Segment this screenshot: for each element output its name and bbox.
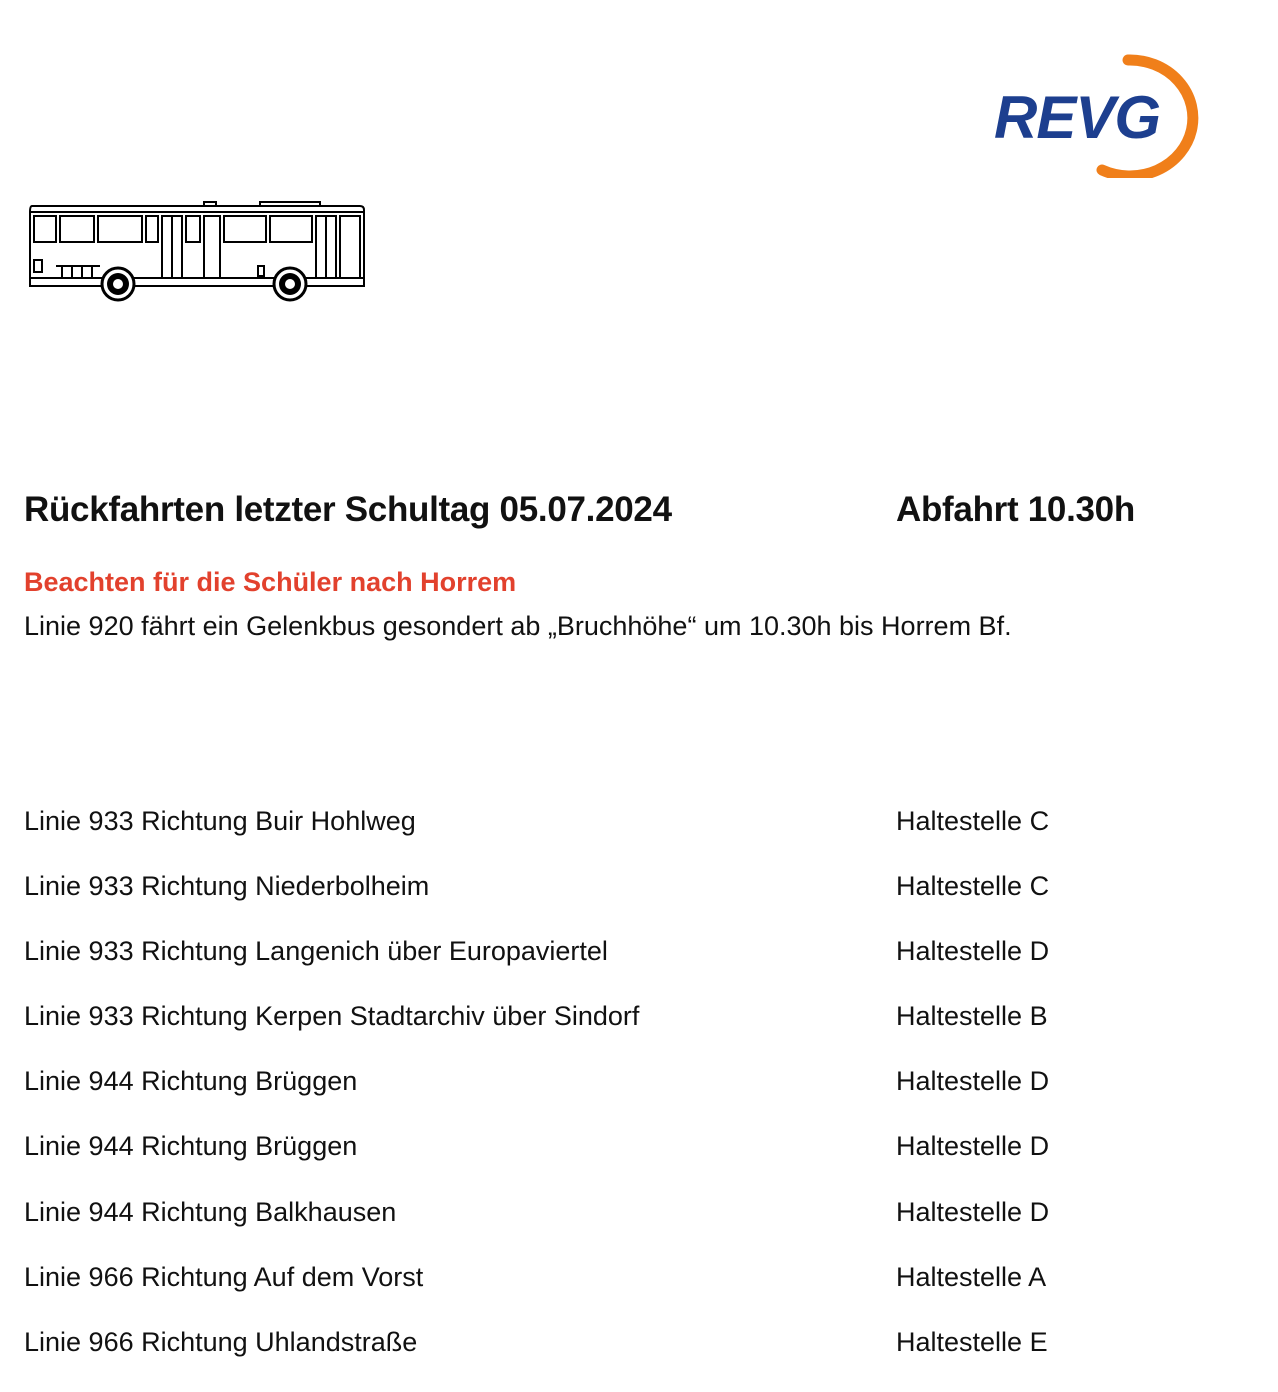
route-row <box>24 871 1254 936</box>
route-line-label: Linie 933 Richtung Buir Hohlweg <box>24 806 416 836</box>
notice-text: Linie 920 fährt ein Gelenkbus gesondert ab „Bruchhöhe“ um 10.30h bis Horrem Bf. <box>24 611 1012 641</box>
route-line-label: Linie 933 Richtung Langenich über Europaviertel <box>24 936 608 967</box>
route-stop-label: Haltestelle E <box>896 1326 1048 1357</box>
route-row <box>24 1001 1254 1066</box>
route-stop-label: Haltestelle D <box>896 1196 1050 1227</box>
page-title: Rückfahrten letzter Schultag 05.07.2024 <box>24 490 672 529</box>
route-stop-label: Haltestelle D <box>896 1131 1050 1162</box>
route-line-label: Linie 944 Richtung Brüggen <box>24 1066 358 1097</box>
route-row <box>24 1262 1254 1327</box>
route-row <box>24 1327 1254 1392</box>
route-stop-label: Haltestelle B <box>896 1001 1048 1032</box>
route-row <box>24 806 1254 871</box>
route-line-label: Linie 966 Richtung Auf dem Vorst <box>24 1261 424 1292</box>
title-row <box>24 490 1254 536</box>
route-row <box>24 1066 1254 1131</box>
route-line-label: Linie 933 Richtung Niederbolheim <box>24 871 430 902</box>
departure-time: Abfahrt 10.30h <box>896 490 1135 529</box>
route-row <box>24 936 1254 1001</box>
route-line-label: Linie 933 Richtung Kerpen Stadtarchiv über Sindorf <box>24 1001 640 1032</box>
bus-icon <box>26 200 368 302</box>
route-line-label: Linie 944 Richtung Brüggen <box>24 1131 358 1162</box>
route-stop-label: Haltestelle C <box>896 806 1050 836</box>
route-row <box>24 1131 1254 1196</box>
route-stop-label: Haltestelle A <box>896 1261 1047 1292</box>
route-row <box>24 1197 1254 1262</box>
route-line-label: Linie 966 Richtung Uhlandstraße <box>24 1326 418 1357</box>
route-stop-label: Haltestelle D <box>896 1066 1050 1097</box>
route-stop-label: Haltestelle C <box>896 871 1050 902</box>
notice-heading: Beachten für die Schüler nach Horrem <box>24 567 517 597</box>
routes-list <box>24 806 1254 1392</box>
logo-wordmark: REVG <box>994 84 1161 151</box>
route-line-label: Linie 944 Richtung Balkhausen <box>24 1196 397 1227</box>
revg-logo <box>990 52 1216 178</box>
route-stop-label: Haltestelle D <box>896 936 1050 967</box>
